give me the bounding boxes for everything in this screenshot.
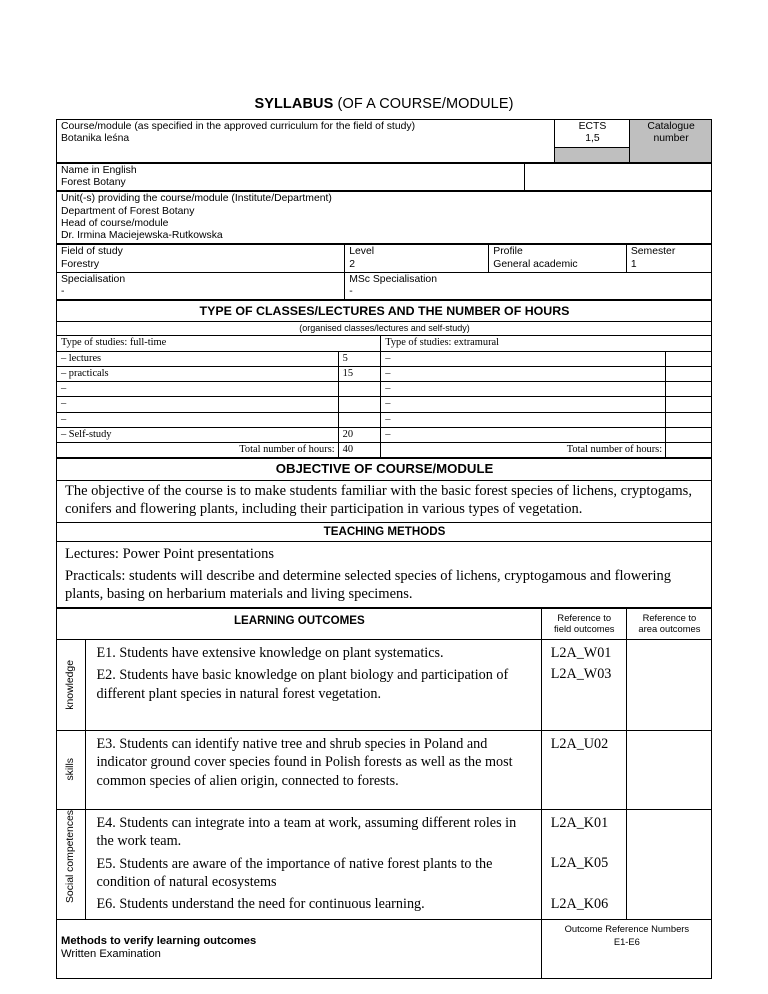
area-codes-skills <box>626 730 711 809</box>
level-cell <box>345 245 489 273</box>
profile-label: Profile <box>493 246 523 258</box>
outcome-reference-cell <box>541 919 711 978</box>
catalogue-label-line1: Catalogue <box>647 121 695 132</box>
table-row <box>57 397 712 412</box>
table-row <box>57 639 712 730</box>
row-label: – <box>57 397 339 412</box>
outcome-item: E3. Students can identify native tree and shrub species in Poland and indicator ground cover species found in Polish forests as well as the most common species of alien origin, connected to forests. <box>96 735 513 789</box>
outcome-reference-value: E1-E6 <box>613 936 640 948</box>
table-row <box>57 245 712 273</box>
name-en-cell <box>57 163 525 191</box>
semester-value: 1 <box>630 258 637 270</box>
level-value: 2 <box>349 258 355 270</box>
teaching-line-2: Practicals: students will describe and determine selected species of lichens, cryptogamous and flowering plants, basing on herbarium materials and living specimens. <box>65 567 671 602</box>
ects-shade-cell <box>554 147 629 162</box>
total-right-label: Total number of hours: <box>381 443 666 458</box>
row-hours-right <box>666 351 712 366</box>
category-social-competences <box>57 809 86 919</box>
fulltime-label: Type of studies: full-time <box>57 336 381 351</box>
course-module-value: Botanika leśna <box>61 133 130 145</box>
row-label-right: – <box>381 397 666 412</box>
row-label: – Self-study <box>57 427 339 442</box>
field-codes-social <box>541 809 626 919</box>
category-label: knowledge <box>65 659 77 710</box>
name-en-empty-cell <box>525 163 712 191</box>
table-row <box>57 609 712 640</box>
classes-subheading: (organised classes/lectures and self-study) <box>299 322 470 333</box>
page-title <box>56 96 712 112</box>
field-table <box>56 244 712 300</box>
semester-cell <box>626 245 711 273</box>
course-module-cell <box>57 120 555 163</box>
row-label-right: – <box>381 412 666 427</box>
row-label: – lectures <box>57 351 339 366</box>
table-row <box>57 382 712 397</box>
table-row <box>57 542 712 608</box>
extramural-label: Type of studies: extramural <box>381 336 712 351</box>
row-hours <box>338 397 381 412</box>
row-hours <box>338 412 381 427</box>
area-codes-knowledge <box>626 639 711 730</box>
unit-value: Department of Forest Botany <box>61 205 195 217</box>
category-skills <box>57 730 86 809</box>
teaching-heading: TEACHING METHODS <box>323 524 446 538</box>
ref-field-line1: Reference to <box>557 612 612 624</box>
table-row <box>57 730 712 809</box>
head-value: Dr. Irmina Maciejewska-Rutkowska <box>61 230 223 242</box>
row-label-right: – <box>381 382 666 397</box>
table-row <box>57 120 712 148</box>
specialisation-value: - <box>61 286 65 298</box>
specialisation-cell <box>57 272 345 300</box>
row-hours: 20 <box>338 427 381 442</box>
row-label-right: – <box>381 427 666 442</box>
table-row <box>57 163 712 191</box>
classes-heading: TYPE OF CLASSES/LECTURES AND THE NUMBER OF HOURS <box>199 304 570 319</box>
field-codes-skills <box>541 730 626 809</box>
row-label-right: – <box>381 366 666 381</box>
verification-label: Methods to verify learning outcomes <box>61 934 257 947</box>
table-row <box>57 351 712 366</box>
catalogue-number-cell <box>630 120 712 163</box>
table-row <box>57 809 712 919</box>
outcome-item: E1. Students have extensive knowledge on plant systematics. <box>96 644 444 661</box>
total-left-value: 40 <box>338 443 381 458</box>
table-row <box>57 321 712 336</box>
row-hours-right <box>666 397 712 412</box>
field-code: L2A_K06 <box>550 895 609 912</box>
table-row <box>57 481 712 523</box>
semester-label: Semester <box>630 246 676 258</box>
table-row <box>57 192 712 244</box>
category-knowledge <box>57 639 86 730</box>
ects-label: ECTS <box>578 121 607 132</box>
table-row <box>57 272 712 300</box>
field-code: L2A_U02 <box>550 735 609 752</box>
table-row <box>57 459 712 481</box>
name-en-label: Name in English <box>61 164 137 176</box>
table-row <box>57 919 712 978</box>
msc-specialisation-label: MSc Specialisation <box>349 273 437 285</box>
msc-specialisation-cell <box>345 272 712 300</box>
outcomes-social-cell <box>86 809 541 919</box>
row-hours-right <box>666 382 712 397</box>
outcomes-knowledge-cell <box>86 639 541 730</box>
unit-label: Unit(-s) providing the course/module (Institute/Department) <box>61 193 332 205</box>
ects-value: 1,5 <box>585 133 600 145</box>
field-of-study-value: Forestry <box>61 258 100 270</box>
area-codes-social <box>626 809 711 919</box>
total-left-label: Total number of hours: <box>57 443 339 458</box>
field-code: L2A_W01 <box>550 644 612 661</box>
field-of-study-cell <box>57 245 345 273</box>
table-row <box>57 336 712 351</box>
ref-area-line1: Reference to <box>642 612 697 624</box>
field-code: L2A_W03 <box>550 666 612 683</box>
table-row <box>57 427 712 442</box>
row-hours-right <box>666 412 712 427</box>
field-code: L2A_K01 <box>550 814 609 831</box>
table-row <box>57 412 712 427</box>
ref-area-outcomes-header <box>626 609 711 640</box>
table-row <box>57 366 712 381</box>
table-row <box>57 522 712 542</box>
row-hours-right <box>666 427 712 442</box>
verification-cell <box>57 919 542 978</box>
ects-cell <box>554 120 629 148</box>
page-title-bold: SYLLABUS <box>254 96 334 112</box>
name-en-table <box>56 163 712 192</box>
row-label-right: – <box>381 351 666 366</box>
profile-cell <box>489 245 627 273</box>
name-en-value: Forest Botany <box>61 177 126 189</box>
field-code: L2A_K05 <box>550 855 609 872</box>
total-right-value <box>666 443 712 458</box>
outcome-item: E4. Students can integrate into a team at work, assuming different roles in the work team. <box>96 814 517 850</box>
course-module-label: Course/module (as specified in the approved curriculum for the field of study) <box>61 121 416 132</box>
header-table <box>56 119 712 163</box>
outcome-item: E2. Students have basic knowledge on plant biology and participation of different plant species in natural forest vegetation. <box>96 667 509 702</box>
verification-value: Written Examination <box>61 948 161 961</box>
row-label: – <box>57 382 339 397</box>
category-label: Social competences <box>65 809 77 903</box>
objective-table <box>56 458 712 608</box>
table-row <box>57 443 712 458</box>
objective-text: The objective of the course is to make students familiar with the basic forest species of lichens, cryptogams, conifers and flowering plants, including their participation in various types of vegetation. <box>65 483 692 518</box>
level-label: Level <box>349 246 375 258</box>
specialisation-label: Specialisation <box>61 273 126 285</box>
field-codes-knowledge <box>541 639 626 730</box>
row-label: – practicals <box>57 366 339 381</box>
profile-value: General academic <box>493 258 578 270</box>
unit-table <box>56 191 712 244</box>
field-of-study-label: Field of study <box>61 246 123 258</box>
classes-table <box>56 300 712 458</box>
row-hours: 15 <box>338 366 381 381</box>
row-label: – <box>57 412 339 427</box>
teaching-line-1: Lectures: Power Point presentations <box>65 546 274 563</box>
outcome-reference-label: Outcome Reference Numbers <box>564 922 690 934</box>
category-label: skills <box>65 758 77 781</box>
outcome-item: E6. Students understand the need for continuous learning. <box>96 896 425 913</box>
ref-area-line2: area outcomes <box>638 622 701 634</box>
objective-heading: OBJECTIVE OF COURSE/MODULE <box>275 461 494 477</box>
unit-cell <box>57 192 712 244</box>
outcomes-skills-cell <box>86 730 541 809</box>
ref-field-line2: field outcomes <box>554 622 615 634</box>
catalogue-label-line2: number <box>653 133 689 145</box>
row-hours: 5 <box>338 351 381 366</box>
table-row <box>57 301 712 321</box>
outcome-item: E5. Students are aware of the importance of native forest plants to the condition of natural ecosystems <box>96 855 493 891</box>
page-title-rest: (OF A COURSE/MODULE) <box>333 96 514 112</box>
head-label: Head of course/module <box>61 217 169 229</box>
msc-specialisation-value: - <box>349 286 353 298</box>
learning-outcomes-table <box>56 608 712 979</box>
row-hours <box>338 382 381 397</box>
ref-field-outcomes-header <box>541 609 626 640</box>
row-hours-right <box>666 366 712 381</box>
learning-outcomes-heading: LEARNING OUTCOMES <box>233 614 365 628</box>
